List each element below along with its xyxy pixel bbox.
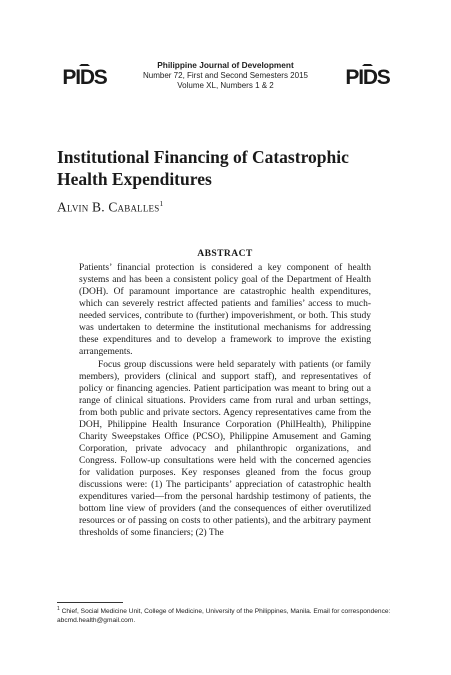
volume-line: Volume XL, Numbers 1 & 2: [177, 81, 274, 90]
author-name: Alvin B. Caballes: [57, 199, 160, 215]
pids-logo-left: [57, 64, 112, 86]
svg-text:PIDS: PIDS: [62, 66, 107, 86]
abstract-heading: ABSTRACT: [197, 248, 253, 259]
author-note-mark: 1: [159, 199, 164, 208]
footnote-mark: 1: [57, 606, 60, 612]
issue-line: Number 72, First and Second Semesters 2015: [143, 70, 308, 80]
footnote: [57, 605, 397, 625]
footnote-text: Chief, Social Medicine Unit, College of Medicine, University of the Philippines, Manila. Email for correspondence: abcmd.health@gmail.com.: [57, 608, 391, 625]
pids-logo-icon: [340, 64, 395, 86]
pids-logo-right: [340, 64, 395, 86]
title-line-2: Health Expenditures: [57, 169, 212, 189]
pids-logo-icon: [57, 64, 112, 86]
author-line: [57, 199, 163, 216]
article-title: [57, 146, 397, 190]
abstract-paragraph-1: Patients’ financial protection is considered a key component of health systems and has been a consistent policy goal of the Department of Health (DOH). Of paramount importance are catastrophic health expenditures, which can severely restrict affected patients and families’ access to much-needed services, contribute to (further) impoverishment, or both. This study was undertaken to determine the institutional mechanisms for addressing these expenditures and to develop a framework to improve the existing arrangements.: [79, 263, 371, 357]
abstract-body: [79, 262, 371, 539]
title-line-1: Institutional Financing of Catastrophic: [57, 147, 349, 167]
journal-header: [120, 60, 331, 92]
journal-name: Philippine Journal of Development: [157, 60, 294, 70]
svg-text:PIDS: PIDS: [345, 66, 390, 86]
abstract-paragraph-2: Focus group discussions were held separately with patients (or family members), providers (clinical and support staff), and representatives of policy or financing agencies. Patient participation was meant to bring out a range of clinical situations. Providers came from rural and urban settings, from both public and private sectors. Agency representatives came from the DOH, Philippine Health Insurance Corporation (PhilHealth), Philippine Charity Sweepstakes Office (PCSO), Philippine Amusement and Gaming Corporation, private advocacy and philanthropic organizations, and Congress. Follow-up consultations were held with the concerned agencies for validation purposes. Key responses gleaned from the focus group discussions were: (1) The participants’ appreciation of catastrophic health expenditures varied—from the personal hardship testimony of patients, the bottom line view of providers (and the consequences of either overutilized resources or of passing on costs to other patients), and the arbitrary payment thresholds of some financiers; (2) The: [79, 360, 371, 538]
footnote-rule: [57, 602, 123, 603]
